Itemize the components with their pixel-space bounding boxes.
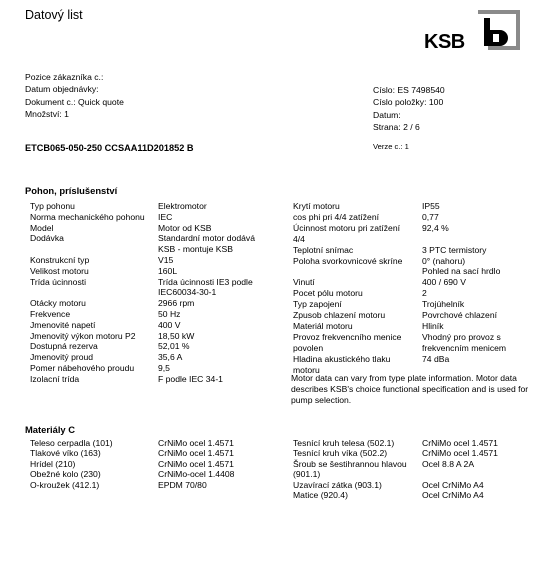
drive-row-label: Jmenovité napetí [30, 319, 96, 330]
info-line: Datum objednávky: [25, 84, 99, 95]
material-row-value: EPDM 70/80 [158, 479, 207, 490]
drive-row-label: Úcinnost motoru pri zatížení [293, 222, 400, 233]
drive-row-value: 18,50 kW [158, 330, 195, 341]
material-row-value: CrNiMo ocel 1.4571 [158, 438, 234, 448]
materials-section-title: Materiály C [25, 424, 76, 435]
drive-row-value: Hliník [422, 320, 444, 331]
material-row-label: Hrídel (210) [30, 458, 76, 469]
info-line: Datum: [373, 109, 401, 120]
drive-row-label: Otácky motoru [30, 298, 86, 309]
drive-row-value: F podle IEC 34-1 [158, 373, 223, 384]
drive-row-value: Standardní motor dodává [158, 233, 255, 244]
drive-row-label: cos phi pri 4/4 zatížení [293, 211, 379, 222]
drive-row-value: 92,4 % [422, 222, 449, 233]
drive-row-label: Velikost motoru [30, 265, 89, 276]
drive-row-value: Vhodný pro provoz s [422, 331, 501, 342]
drive-row-value: 52,01 % [158, 341, 190, 352]
drive-row-label: Materiál motoru [293, 320, 353, 331]
drive-row-value: 0,77 [422, 211, 439, 222]
material-row-label: O-kroužek (412.1) [30, 479, 100, 490]
ksb-logo-text: KSB [424, 31, 465, 53]
drive-section-title: Pohon, príslušenství [25, 185, 118, 196]
material-row-value: CrNiMo ocel 1.4571 [158, 448, 234, 459]
drive-row-label: Vinutí [293, 277, 315, 288]
drive-row-value: Povrchové chlazení [422, 310, 497, 320]
drive-row-value: Trojúhelník [422, 299, 465, 310]
material-row-label: Šroub se šestihrannou hlavou [293, 458, 407, 469]
drive-row-value: frekvencním menicem [422, 342, 507, 353]
drive-row-label: Jmenovitý proud [30, 352, 94, 363]
drive-row-label: 4/4 [293, 233, 305, 244]
drive-row-label: Dostupná rezerva [30, 341, 98, 352]
drive-row-value: 0° (nahoru) [422, 255, 466, 266]
drive-row-value: IEC60034-30-1 [158, 287, 217, 298]
drive-row-label: motoru [293, 364, 320, 375]
info-line: Císlo položky: 100 [373, 97, 444, 108]
note-line: describes KSB's choice functional specification and is used for [291, 383, 529, 394]
drive-row-value: Trída úcinnosti IE3 podle [158, 276, 253, 287]
drive-row-value: IP55 [422, 201, 440, 211]
note-line: Motor data can vary from type plate information. Motor data [291, 373, 517, 383]
material-row-label: Tesnící kruh telesa (502.1) [293, 438, 395, 448]
material-row-value: CrNiMo ocel 1.4571 [422, 438, 498, 448]
material-row-label: Matice (920.4) [293, 490, 348, 500]
drive-row-label: Provoz frekvencního menice [293, 331, 402, 342]
info-line: Dokument c.: Quick quote [25, 96, 124, 107]
drive-row-label: Typ zapojení [293, 299, 342, 310]
note-line: pump selection. [291, 394, 352, 405]
drive-row-label: Teplotní snímac [293, 244, 354, 255]
drive-row-label: Hladina akustického tlaku [293, 353, 391, 364]
drive-row-value: Pohled na sací hrdlo [422, 266, 501, 277]
drive-row-label: Zpusob chlazení motoru [293, 310, 386, 320]
info-line: Strana: 2 / 6 [373, 122, 420, 133]
drive-row-value: Motor od KSB [158, 222, 212, 233]
material-row-label: Tlakové víko (163) [30, 448, 101, 459]
drive-row-label: Izolacní trída [30, 373, 80, 384]
drive-row-value: 35,6 A [158, 352, 183, 363]
material-row-value: Ocel CrNiMo A4 [422, 490, 484, 500]
ksb-logo [420, 8, 522, 54]
drive-row-label: Model [30, 222, 54, 233]
info-line: Císlo: ES 7498540 [373, 85, 445, 95]
drive-row-value: 3 PTC termistory [422, 244, 487, 255]
material-row-label: Tesnící kruh víka (502.2) [293, 448, 388, 459]
drive-row-label: Poloha svorkovnicové skríne [293, 255, 403, 266]
drive-row-label: Frekvence [30, 309, 71, 319]
drive-row-label: Trída úcinnosti [30, 276, 87, 287]
drive-row-value: V15 [158, 255, 174, 265]
drive-row-label: Pocet pólu motoru [293, 288, 363, 299]
drive-row-value: 2966 rpm [158, 298, 195, 309]
info-line: Pozice zákazníka c.: [25, 72, 104, 82]
material-row-value: Ocel CrNiMo A4 [422, 479, 484, 490]
material-row-value: CrNiMo ocel 1.4571 [158, 458, 234, 469]
drive-row-value: IEC [158, 211, 173, 222]
material-row-label: (901.1) [293, 469, 321, 480]
drive-row-label: Dodávka [30, 233, 64, 244]
drive-row-label: Konstrukcní typ [30, 255, 90, 265]
document-title: Datový list [25, 8, 83, 22]
drive-row-label: povolen [293, 342, 324, 353]
drive-row-value: 2 [422, 288, 427, 299]
drive-row-value: 400 / 690 V [422, 277, 466, 288]
version-number: Verze c.: 1 [373, 142, 409, 151]
drive-row-value: 160L [158, 265, 178, 276]
drive-row-label: Norma mechanického pohonu [30, 211, 145, 222]
drive-row-label: Typ pohonu [30, 201, 75, 211]
drive-row-label: Jmenovitý výkon motoru P2 [30, 330, 136, 341]
drive-row-value: 50 Hz [158, 309, 181, 319]
drive-row-value: 400 V [158, 319, 181, 330]
drive-row-label: Pomer nábehového proudu [30, 363, 135, 373]
product-code: ETCB065-050-250 CCSAA11D201852 B [25, 143, 194, 153]
material-row-label: Obežné kolo (230) [30, 469, 101, 480]
material-row-value: CrNiMo-ocel 1.4408 [158, 469, 235, 480]
material-row-label: Uzavírací zátka (903.1) [293, 479, 382, 490]
drive-row-value: Elektromotor [158, 201, 207, 211]
material-row-value: CrNiMo ocel 1.4571 [422, 448, 498, 459]
material-row-label: Teleso cerpadla (101) [30, 438, 113, 448]
drive-row-value: KSB - montuje KSB [158, 244, 233, 255]
info-line: Množství: 1 [25, 109, 69, 120]
material-row-value: Ocel 8.8 A 2A [422, 458, 475, 469]
drive-row-value: 9,5 [158, 363, 170, 373]
drive-row-value: 74 dBa [422, 353, 450, 364]
drive-row-label: Krytí motoru [293, 201, 340, 211]
ksb-logo-icon [474, 8, 522, 52]
